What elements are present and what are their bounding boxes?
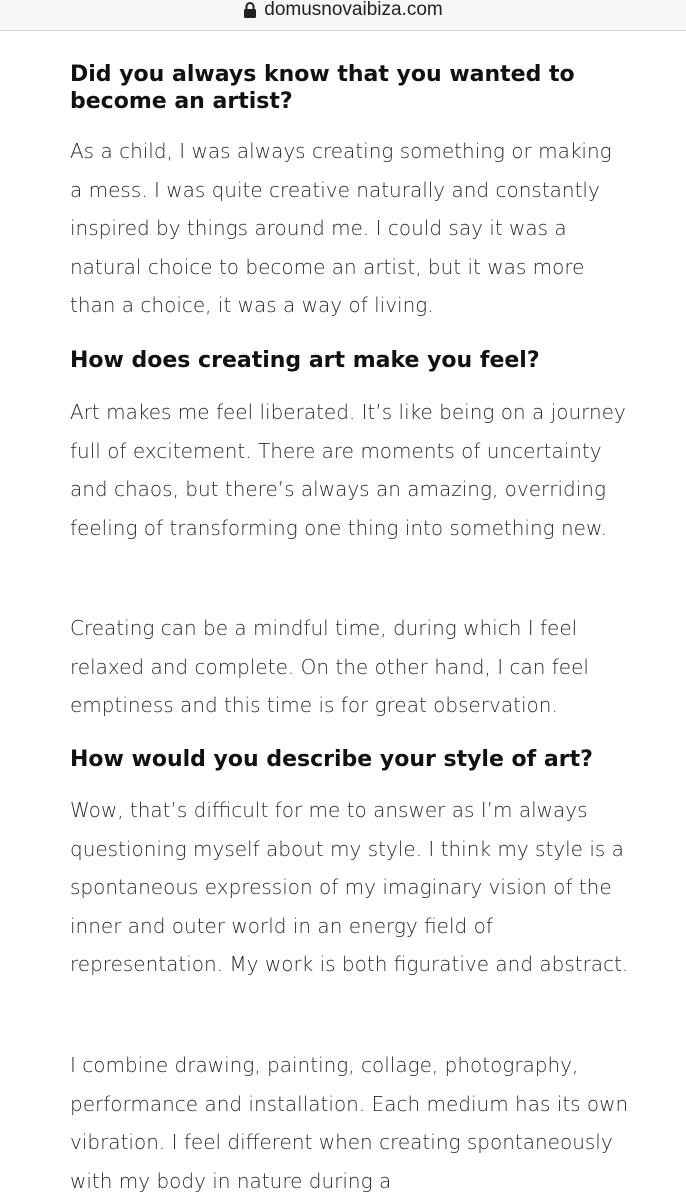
browser-url-bar[interactable] xyxy=(0,0,686,31)
answer-paragraph: I combine drawing, painting, collage, photography, performance and installation. Each medium has its own vibration. I feel different when creating spontaneously with my body in nature during a xyxy=(70,1053,629,1193)
url-display[interactable] xyxy=(243,0,442,21)
answer-paragraph: Art makes me feel liberated. It’s like being on a journey full of excitement. There are moments of uncertainty and chaos, but there’s always an amazing, overriding feeling of transforming one thing into something new. xyxy=(70,400,626,540)
url-text: domusnovaibiza.com xyxy=(264,0,443,20)
lock-icon xyxy=(243,1,257,19)
question-heading: Did you always know that you wanted to become an artist? xyxy=(70,62,575,114)
answer-paragraph: Wow, that’s difficult for me to answer as I’m always questioning myself about my style. I think my style is a spontaneous expression of my imaginary vision of the inner and outer world in an energy field of representation. My work is both figurative and abstract. xyxy=(70,798,629,977)
answer-paragraph: As a child, I was always creating something or making a mess. I was quite creative naturally and constantly inspired by things around me. I could say it was a natural choice to become an artist, but it was more than a choice, it was a way of living. xyxy=(70,139,612,318)
question-heading: How would you describe your style of art? xyxy=(70,747,593,772)
question-heading: How does creating art make you feel? xyxy=(70,348,540,373)
answer-paragraph: Creating can be a mindful time, during which I feel relaxed and complete. On the other hand, I can feel emptiness and this time is for great observation. xyxy=(70,616,589,718)
